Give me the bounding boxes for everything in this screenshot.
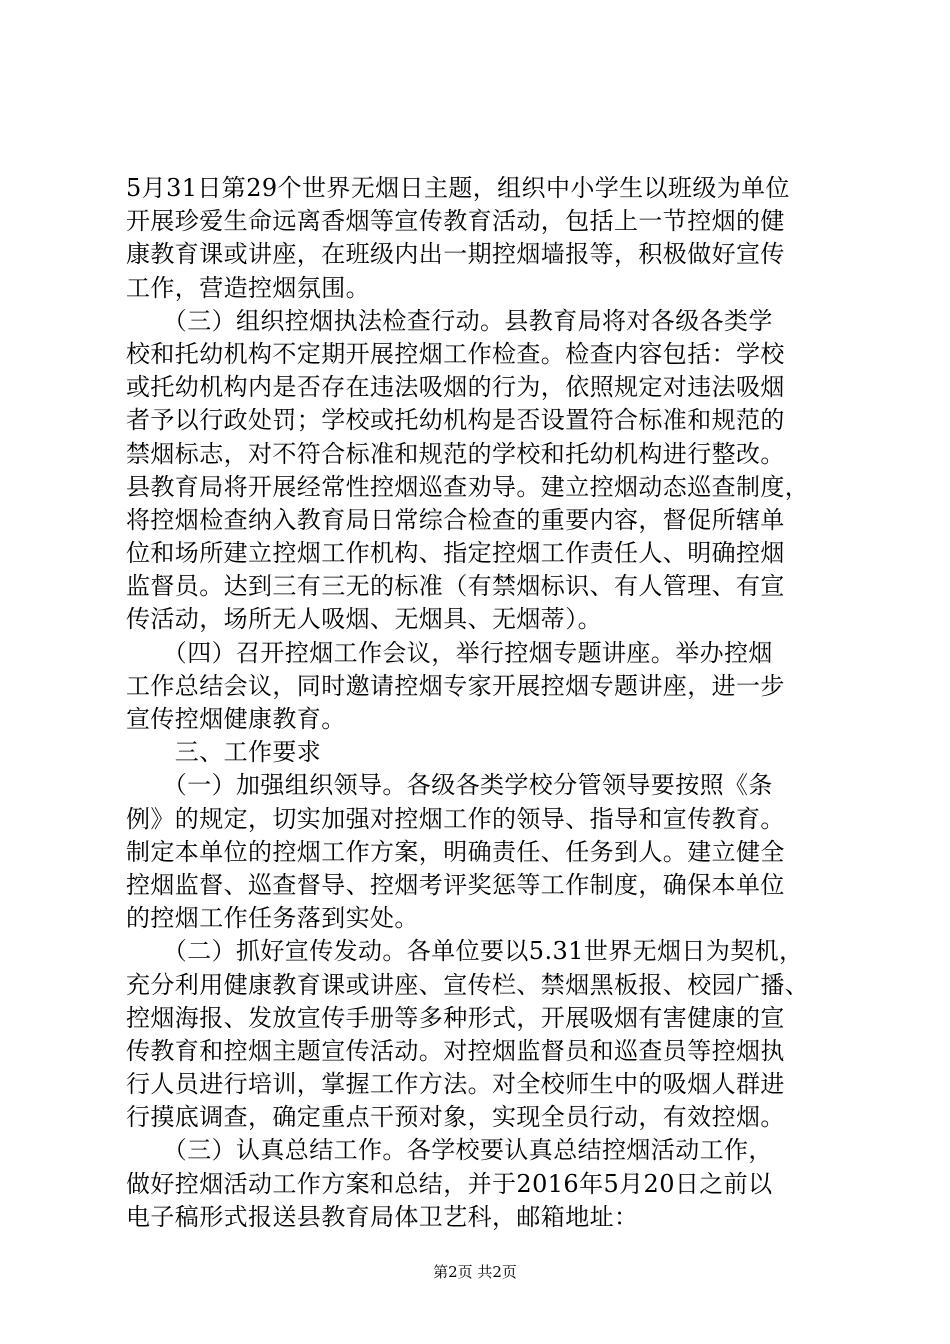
body-line: 电子稿形式报送县教育局体卫艺科，邮箱地址： <box>126 1202 639 1231</box>
body-line: 工作，营造控烟氛围。 <box>126 273 370 302</box>
body-line: 5月31日第29个世界无烟日主题，组织中小学生以班级为单位 <box>126 174 790 202</box>
body-line: （三）认真总结工作。各学校要认真总结控烟活动工作， <box>126 1136 773 1165</box>
body-line: 或托幼机构内是否存在违法吸烟的行为，依照规定对违法吸烟 <box>126 373 785 402</box>
body-line: 将控烟检查纳入教育局日常综合检查的重要内容，督促所辖单 <box>126 505 785 534</box>
body-line: 控烟海报、发放宣传手册等多种形式，开展吸烟有害健康的宣 <box>126 1003 785 1032</box>
body-line: （二）抓好宣传发动。各单位要以5.31世界无烟日为契机， <box>126 937 804 966</box>
document-body <box>126 172 826 1234</box>
body-line: 校和托幼机构不定期开展控烟工作检查。检查内容包括：学校 <box>126 339 785 368</box>
body-line: 传活动，场所无人吸烟、无烟具、无烟蒂）。 <box>126 605 602 634</box>
body-line: 做好控烟活动工作方案和总结，并于2016年5月20日之前以 <box>126 1169 773 1198</box>
body-line: 开展珍爱生命远离香烟等宣传教育活动，包括上一节控烟的健 <box>126 207 785 236</box>
body-line: 行人员进行培训，掌握工作方法。对全校师生中的吸烟人群进 <box>126 1070 785 1099</box>
body-line: （四）召开控烟工作会议，举行控烟专题讲座。举办控烟 <box>126 638 773 667</box>
body-line: （一）加强组织领导。各级各类学校分管领导要按照《条 <box>126 771 773 800</box>
page-number-footer: 第2页 共2页 <box>433 1263 517 1281</box>
body-line: 传教育和控烟主题宣传活动。对控烟监督员和巡查员等控烟执 <box>126 1036 785 1065</box>
body-line: 控烟监督、巡查督导、控烟考评奖惩等工作制度，确保本单位 <box>126 870 785 899</box>
body-line: 工作总结会议，同时邀请控烟专家开展控烟专题讲座，进一步 <box>126 671 785 700</box>
body-line: 宣传控烟健康教育。 <box>126 705 346 733</box>
body-line: 行摸底调查，确定重点干预对象，实现全员行动，有效控烟。 <box>126 1103 785 1132</box>
body-line: 者予以行政处罚；学校或托幼机构是否设置符合标准和规范的 <box>126 406 785 435</box>
body-line: 禁烟标志，对不符合标准和规范的学校和托幼机构进行整改。 <box>126 439 785 468</box>
body-line: 位和场所建立控烟工作机构、指定控烟工作责任人、明确控烟 <box>126 539 785 568</box>
body-line: 康教育课或讲座，在班级内出一期控烟墙报等，积极做好宣传 <box>126 240 785 269</box>
body-line: 充分利用健康教育课或讲座、宣传栏、禁烟黑板报、校园广播、 <box>126 970 810 999</box>
body-line: 监督员。达到三有三无的标准（有禁烟标识、有人管理、有宣 <box>126 572 785 601</box>
body-line: 制定本单位的控烟工作方案，明确责任、任务到人。建立健全 <box>126 837 785 866</box>
body-line: 例》的规定，切实加强对控烟工作的领导、指导和宣传教育。 <box>126 804 785 833</box>
body-line: 县教育局将开展经常性控烟巡查劝导。建立控烟动态巡查制度， <box>126 472 810 501</box>
body-line: （三）组织控烟执法检查行动。县教育局将对各级各类学 <box>126 306 773 335</box>
body-line: 的控烟工作任务落到实处。 <box>126 904 419 933</box>
section-heading: 三、工作要求 <box>126 738 322 767</box>
